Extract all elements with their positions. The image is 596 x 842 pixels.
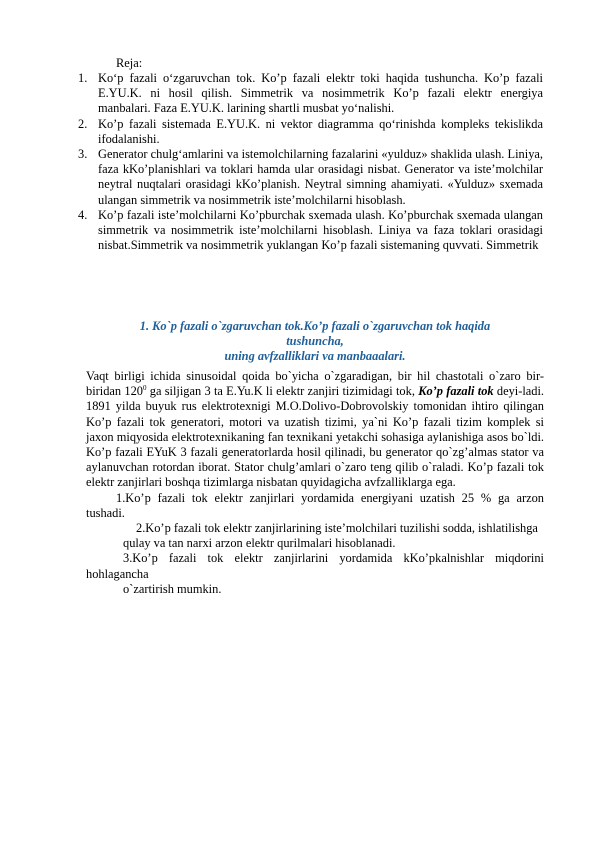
intro-paragraph <box>86 369 544 491</box>
body-text <box>86 369 544 597</box>
plan-item <box>78 71 543 117</box>
text-span: ga siljigan 3 ta E.Yu.K li elektr zanjiri tizimidagi tok, <box>146 384 419 399</box>
plan-item-number: 3. <box>78 147 88 162</box>
plan-item <box>78 117 543 147</box>
term-polyphase-current: Ko’p fazali tok <box>418 384 494 399</box>
plan-item-number: 4. <box>78 207 88 222</box>
plan-item <box>78 147 543 208</box>
section-heading-line: uning avfzalliklari va manbaaalari. <box>224 349 406 364</box>
advantage-item: 1.Ko’p fazali tok elektr zanjirlari yordamida energiyani uzatish 25 % ga arzon tushadi. <box>86 490 544 520</box>
plan-item-number: 1. <box>78 71 88 85</box>
plan-item-text: Ko’p fazali sistemada E.YU.K. ni vektor diagramma qo‘rinishda kompleks tekislikda ifodalanishi. <box>98 116 543 146</box>
degree-superscript: 0 <box>142 384 147 393</box>
advantage-item: 2.Ko’p fazali tok elektr zanjirlarining iste’molchilari tuzilishi sodda, ishlatilishga <box>136 521 538 536</box>
section-heading-line: tushuncha, <box>286 334 344 349</box>
advantage-item-continuation: o`zartirish mumkin. <box>123 581 222 596</box>
advantage-item: 3.Ko’p fazali tok elektr zanjirlarini yordamida kKo’pkalnishlar miqdorini hohlagancha <box>86 551 544 581</box>
text-span: deyi-ladi. 1891 yilda buyuk rus elektrotexnigi M.O.Dolivo-Dobrovolskiy tomonidan ihtiro qilingan Ko’p fazali tok generatori, motori va uzatish tizimi, ya`ni Ko’p fazali tizim komplek si jaxon miqyosida elektrotexnikaning fan texnikani yetakchi sohasiga aylanishiga asos bo`ldi. Ko’p fazali EYuK 3 fazali generatorlarda hosil qilinadi, bu generator qo`zg’almas stator va aylanuvchan rotordan iborat. Stator chulg’amlari o`zaro teng qilib o`raladi. Ko’p fazali tok elektr zanjirlari boshqa tizimlarga nisbatan quyidagicha avfzalliklarga ega. <box>86 384 545 490</box>
plan-item-text: Ko’p fazali iste’molchilarni Ko’pburchak sxemada ulash. Ko’pburchak sxemada ulangan simmetrik va nosimmetrik iste’molchilarni hisoblash. Liniya va faza toklari orasidagi nisbat.Simmetrik va nosimmetrik yuklangan Ko’p fazali sistemaning quvvati. Simmetrik <box>98 207 543 253</box>
section-heading-line: 1. Ko`p fazali o`zgaruvchan tok.Ko’p fazali o`zgaruvchan tok haqida <box>139 319 491 333</box>
plan-list <box>78 71 543 253</box>
text-span: Vaqt birligi ichida sinusoidal qoida bo`yicha o`zgaradigan, bir hil chastotali o`zaro bir-biridan 120 <box>86 369 544 399</box>
plan-label: Reja: <box>116 56 143 70</box>
plan-item <box>78 208 543 254</box>
plan-item-text: Ko‘p fazali o‘zgaruvchan tok. Ko’p fazali elektr toki haqida tushuncha. Ko’p fazali E.YU.K. ni hosil qilish. Simmetrik va nosimmetrik Ko’p fazali elektr energiya manbalari. Faza E.YU.K. larining shartli musbat yo‘nalishi. <box>98 71 543 116</box>
plan-item-number: 2. <box>78 116 88 131</box>
section-heading <box>86 319 544 365</box>
advantage-item-continuation: qulay va tan narxi arzon elektr qurilmalari hisoblanadi. <box>123 536 396 551</box>
plan-item-text: Generator chulg‘amlarini va istemolchilarning fazalarini «yulduz» shaklida ulash. Liniya, faza kKo’planishlari va toklari hamda ular orasidagi nisbat. Generator va iste’molchilar neytral nuqtalari orasidagi kKo’planish. Neytral simning ahamiyati. «Yulduz» sxemada ulangan simmetrik va nosimmetrik iste’molchilarni hisoblash. <box>98 147 543 207</box>
